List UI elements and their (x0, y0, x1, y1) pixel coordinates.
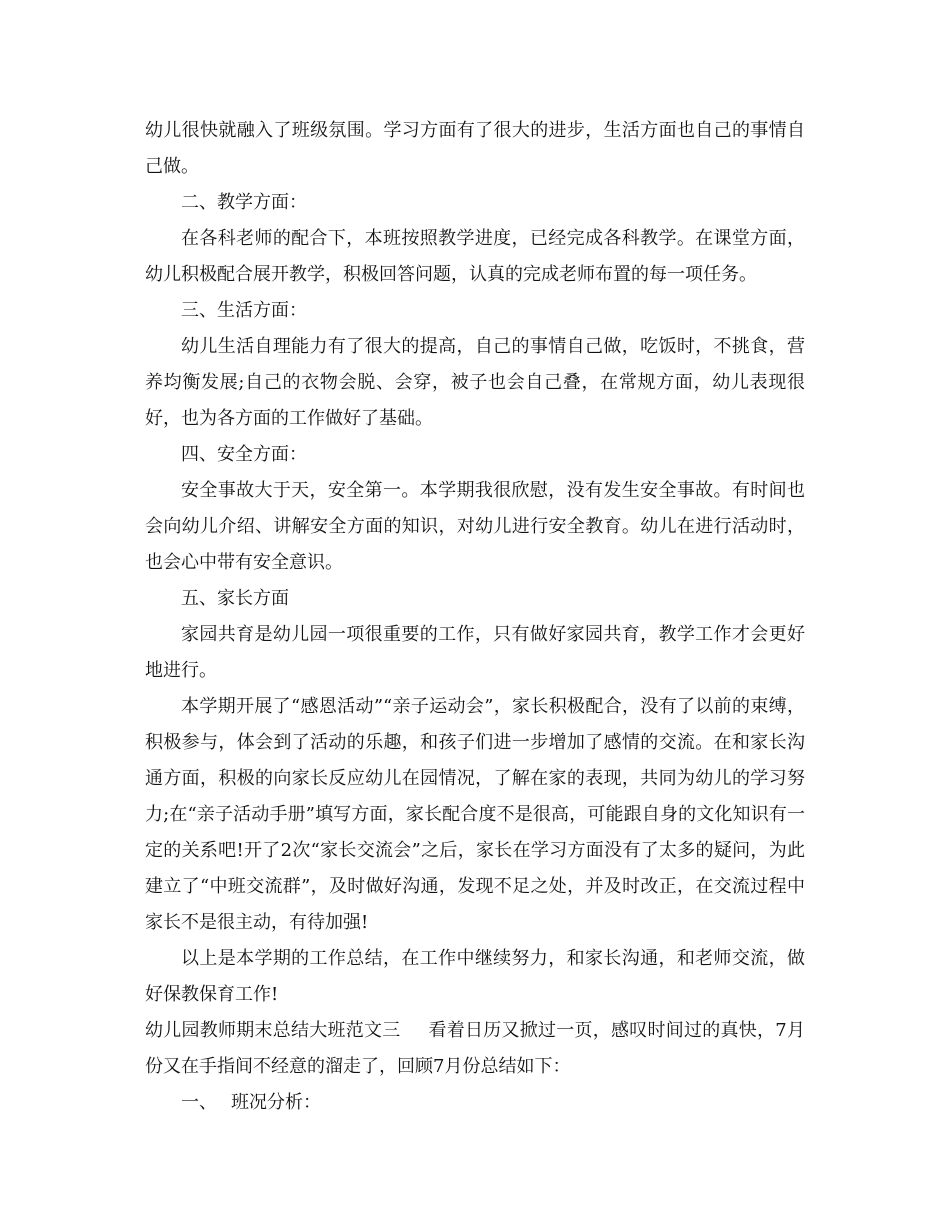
heading-daily-life: 三、生活方面： (181, 300, 307, 321)
paragraph-conclusion: 以上是本学期的工作总结，在工作中继续努力，和家长沟通，和老师交流，做好保教保育工作! (145, 948, 805, 1005)
heading-teaching: 二、教学方面： (181, 192, 307, 213)
paragraph-safety: 安全事故大于天，安全第一。本学期我很欣慰，没有发生安全事故。有时间也会向幼儿介绍、讲解安全方面的知识，对幼儿进行安全教育。幼儿在进行活动时，也会心中带有安全意识。 (145, 480, 805, 573)
paragraph-daily-life: 幼儿生活自理能力有了很大的提高，自己的事情自己做，吃饭时，不挑食，营养均衡发展;自己的衣物会脱、会穿，被子也会自己叠，在常规方面，幼儿表现很好，也为各方面的工作做好了基础。 (145, 336, 805, 429)
paragraph-parents-intro: 家园共育是幼儿园一项很重要的工作，只有做好家园共育，教学工作才会更好地进行。 (145, 624, 805, 681)
paragraph-teaching: 在各科老师的配合下，本班按照教学进度，已经完成各科教学。在课堂方面，幼儿积极配合展开教学，积极回答问题，认真的完成老师布置的每一项任务。 (145, 228, 805, 285)
paragraph-parents-activities: 本学期开展了“感恩活动”“亲子运动会”，家长积极配合，没有了以前的束缚，积极参与，体会到了活动的乐趣，和孩子们进一步增加了感情的交流。在和家长沟通方面，积极的向家长反应幼儿在园情况，了解在家的表现，共同为幼儿的学习努力;在“亲子活动手册”填写方面，家长配合度不是很高，可能跟自身的文化知识有一定的关系吧!开了2次“家长交流会”之后，家长在学习方面没有了太多的疑问，为此建立了“中班交流群”，及时做好沟通，发现不足之处，并及时改正，在交流过程中家长不是很主动，有待加强! (145, 696, 805, 933)
sub-heading-class-analysis (145, 1085, 805, 1121)
section-title-line (145, 1013, 805, 1085)
document-body (145, 113, 805, 1121)
heading-parents: 五、家长方面 (181, 588, 289, 609)
sub-heading-text: 班况分析： (231, 1092, 321, 1113)
heading-safety: 四、安全方面： (181, 444, 307, 465)
paragraph-continuation: 幼儿很快就融入了班级氛围。学习方面有了很大的进步，生活方面也自己的事情自己做。 (145, 120, 805, 177)
sub-heading-number: 一、 (181, 1092, 217, 1113)
section-intro: 看着日历又掀过一页，感叹时间过的真快，7月份又在手指间不经意的溜走了，回顾7月份总结如下： (145, 1020, 806, 1077)
section-title: 幼儿园教师期末总结大班范文三 (145, 1020, 401, 1041)
